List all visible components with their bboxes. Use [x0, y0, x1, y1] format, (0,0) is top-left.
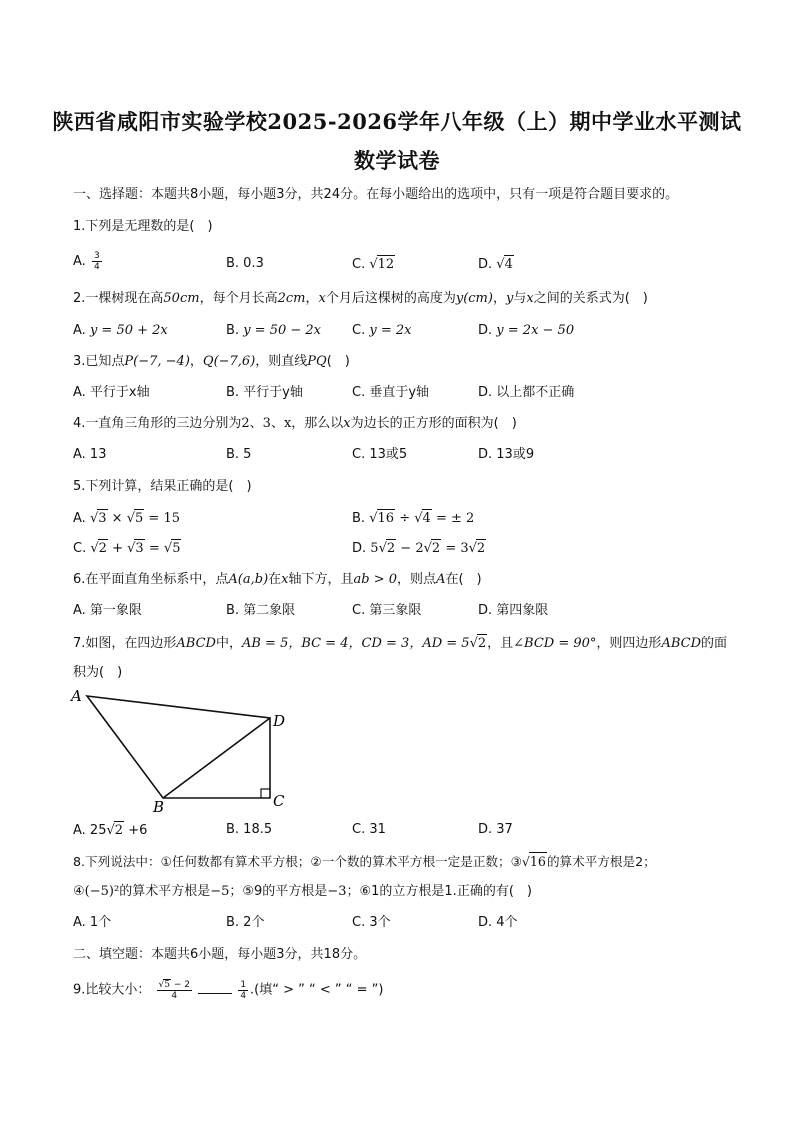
q8-stem-line2: ④(−5)²的算术平方根是−5；⑤9的平方根是−3；⑥1的立方根是1.正确的有( ) [73, 884, 532, 899]
q8-option-a: A. 1个 [73, 915, 112, 930]
q7-stem: 7.如图，在四边形ABCD中，AB = 5，BC = 4，CD = 3，AD = 5√2，且∠BCD = 90°，则四边形ABCD的面 [73, 636, 728, 651]
q7-stem-line2: 积为( ) [73, 665, 123, 680]
exam-subtitle: 数学试卷 [354, 148, 440, 173]
q5-option-d: D. 5√2 − 2√2 = 3√2 [352, 541, 486, 556]
q5-stem: 5.下列计算，结果正确的是( ) [73, 479, 252, 494]
q4-option-d: D. 13或9 [478, 447, 535, 462]
q4-option-b: B. 5 [226, 447, 252, 462]
q6-option-c: C. 第三象限 [352, 603, 422, 618]
q8-option-b: B. 2个 [226, 915, 265, 930]
q4-option-a: A. 13 [73, 447, 107, 462]
q2-option-b: B. y = 50 − 2x [226, 323, 322, 338]
q2-option-a: A. y = 50 + 2x [73, 323, 168, 338]
q7-option-b: B. 18.5 [226, 822, 273, 837]
answer-blank[interactable] [198, 983, 232, 994]
fraction-right: $\frac{1}{4}$ [240, 979, 247, 1001]
section-2-heading: 二、填空题：本题共6小题，每小题3分，共18分。 [73, 947, 367, 962]
q7-option-d: D. 37 [478, 822, 513, 837]
q6-option-a: A. 第一象限 [73, 603, 142, 618]
q1-option-a: A. $\frac{3}{4}$ [73, 251, 100, 272]
quadrilateral-figure [70, 685, 300, 815]
vertex-label-a: A [71, 687, 82, 705]
q5-option-a: A. √3 × √5 = 15 [73, 511, 180, 526]
vertex-label-b: B [153, 798, 165, 815]
q1-option-c: C. √12 [352, 257, 395, 272]
q1-option-d: D. √4 [478, 257, 513, 272]
q9-stem: 9.比较大小： $\frac{√5 - 2}{4}$ $\frac{1}{4}$ .(填“ > ” “ < ” “ = ”) [73, 979, 384, 1001]
fraction-left: $\frac{√5 - 2}{4}$ [158, 980, 191, 1001]
q4-option-c: C. 13或5 [352, 447, 408, 462]
q2-stem: 2.一棵树现在高50cm，每个月长高2cm，x个月后这棵树的高度为y(cm)，y与x之间的关系式为( ) [73, 291, 648, 306]
fraction: $\frac{3}{4}$ [93, 251, 100, 272]
q5-option-c: C. √2 + √3 = √5 [73, 541, 181, 556]
q2-option-d: D. y = 2x − 50 [478, 323, 575, 338]
q3-option-c: C. 垂直于y轴 [352, 385, 430, 400]
q8-stem-line1: 8.下列说法中：①任何数都有算术平方根；②一个数的算术平方根一定是正数；③√16的算术平方根是2； [73, 854, 656, 869]
q3-option-b: B. 平行于y轴 [226, 385, 303, 400]
q6-option-b: B. 第二象限 [226, 603, 296, 618]
q4-stem: 4.一直角三角形的三边分别为2、3、x，那么以x为边长的正方形的面积为( ) [73, 416, 517, 431]
diagonal-bd [163, 718, 270, 798]
q1-stem: 1.下列是无理数的是( ) [73, 219, 213, 234]
q3-option-a: A. 平行于x轴 [73, 385, 150, 400]
q2-option-c: C. y = 2x [352, 323, 412, 338]
section-1-heading: 一、选择题：本题共8小题，每小题3分，共24分。在每小题给出的选项中，只有一项是符合题目要求的。 [73, 187, 679, 202]
q7-option-c: C. 31 [352, 822, 386, 837]
q3-option-d: D. 以上都不正确 [478, 385, 575, 400]
q5-option-b: B. √16 ÷ √4 = ± 2 [352, 511, 475, 526]
q6-option-d: D. 第四象限 [478, 603, 549, 618]
q6-stem: 6.在平面直角坐标系中，点A(a,b)在x轴下方，且ab > 0，则点A在( ) [73, 572, 482, 587]
q3-stem: 3.已知点P(−7, −4)，Q(−7,6)，则直线PQ( ) [73, 354, 350, 369]
exam-title: 陕西省咸阳市实验学校2025-2026学年八年级（上）期中学业水平测试 [52, 109, 742, 134]
quadrilateral-outline [87, 696, 270, 798]
q8-option-d: D. 4个 [478, 915, 518, 930]
q8-option-c: C. 3个 [352, 915, 391, 930]
vertex-label-d: D [273, 712, 286, 730]
right-angle-mark [261, 789, 270, 798]
q7-option-a: A. 25√2 +6 [73, 823, 148, 838]
vertex-label-c: C [273, 792, 285, 810]
q1-option-b: B. 0.3 [226, 256, 264, 271]
